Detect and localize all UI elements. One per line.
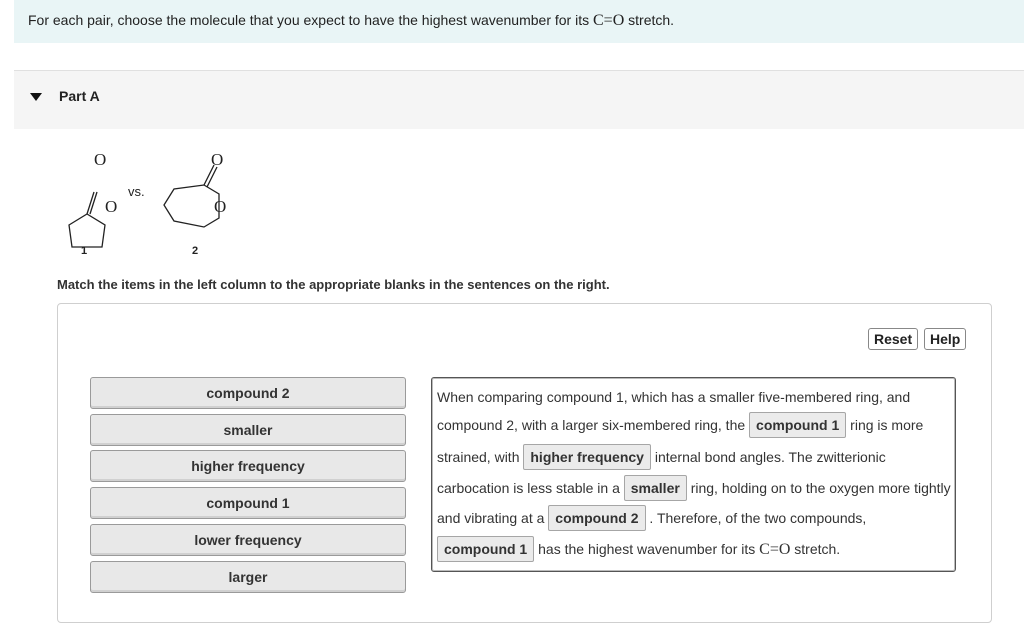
carbonyl-formula: C=O — [593, 12, 625, 29]
draggable-item-smaller[interactable]: smaller — [90, 414, 406, 446]
compound-2-structure — [164, 165, 219, 227]
carbonyl-oxygen-1: O — [94, 150, 107, 169]
sentence-text: stretch. — [794, 541, 841, 557]
sentence-line-1 — [437, 384, 910, 410]
part-title: Part A — [59, 88, 100, 104]
ring-oxygen-2: O — [214, 197, 227, 216]
sentence-text: compound 2, with a larger six-membered ring, the — [437, 417, 746, 433]
sentence-text: . Therefore, of the two compounds, — [649, 510, 867, 526]
help-button[interactable]: Help — [924, 328, 966, 350]
sentence-text: strained, with — [437, 449, 520, 465]
sentence-line-5 — [437, 505, 866, 531]
intro-text-end: stretch. — [628, 12, 675, 28]
ring-oxygen-1: O — [105, 197, 118, 216]
answer-blank-3[interactable]: smaller — [624, 475, 687, 501]
sentence-text: has the highest wavenumber for its — [538, 541, 756, 557]
molecule-structures — [56, 143, 256, 263]
answer-blank-5[interactable]: compound 1 — [437, 536, 534, 562]
sentence-text: and vibrating at a — [437, 510, 545, 526]
sentence-text: carbocation is less stable in a — [437, 480, 620, 496]
compound-1-label: 1 — [81, 245, 88, 257]
instructions: Match the items in the left column to the appropriate blanks in the sentences on the right. — [57, 277, 610, 292]
sentence-line-3 — [437, 444, 886, 470]
answer-blank-1[interactable]: compound 1 — [749, 412, 846, 438]
sentence-line-4 — [437, 475, 951, 501]
problem-statement — [14, 0, 1024, 43]
sentence-text: When comparing compound 1, which has a smaller five-membered ring, and — [437, 389, 911, 405]
carbonyl-oxygen-2: O — [211, 150, 224, 169]
draggable-item-higher-frequency[interactable]: higher frequency — [90, 450, 406, 482]
sentence-text: ring, holding on to the oxygen more tightly — [690, 480, 951, 496]
reset-button[interactable]: Reset — [868, 328, 918, 350]
answer-blank-2[interactable]: higher frequency — [523, 444, 651, 470]
compound-1-structure — [69, 192, 105, 247]
collapse-triangle-icon[interactable] — [30, 93, 42, 101]
carbonyl-formula: C=O — [759, 541, 791, 558]
sentence-line-2 — [437, 412, 923, 438]
sentence-line-6 — [437, 536, 840, 563]
six-membered-ring — [164, 185, 219, 227]
draggable-item-lower-frequency[interactable]: lower frequency — [90, 524, 406, 556]
draggable-item-compound-2[interactable]: compound 2 — [90, 377, 406, 409]
intro-text: For each pair, choose the molecule that you expect to have the highest wavenumber for its — [28, 12, 590, 28]
versus-label: vs. — [128, 184, 145, 199]
matching-panel — [57, 303, 992, 623]
sentence-box — [431, 377, 956, 572]
draggable-item-compound-1[interactable]: compound 1 — [90, 487, 406, 519]
draggable-item-larger[interactable]: larger — [90, 561, 406, 593]
sentence-text: internal bond angles. The zwitterionic — [654, 449, 886, 465]
compound-2-label: 2 — [192, 245, 199, 257]
sentence-text: ring is more — [850, 417, 924, 433]
part-header[interactable] — [14, 71, 1024, 129]
five-membered-ring — [69, 214, 105, 247]
answer-blank-4[interactable]: compound 2 — [548, 505, 645, 531]
